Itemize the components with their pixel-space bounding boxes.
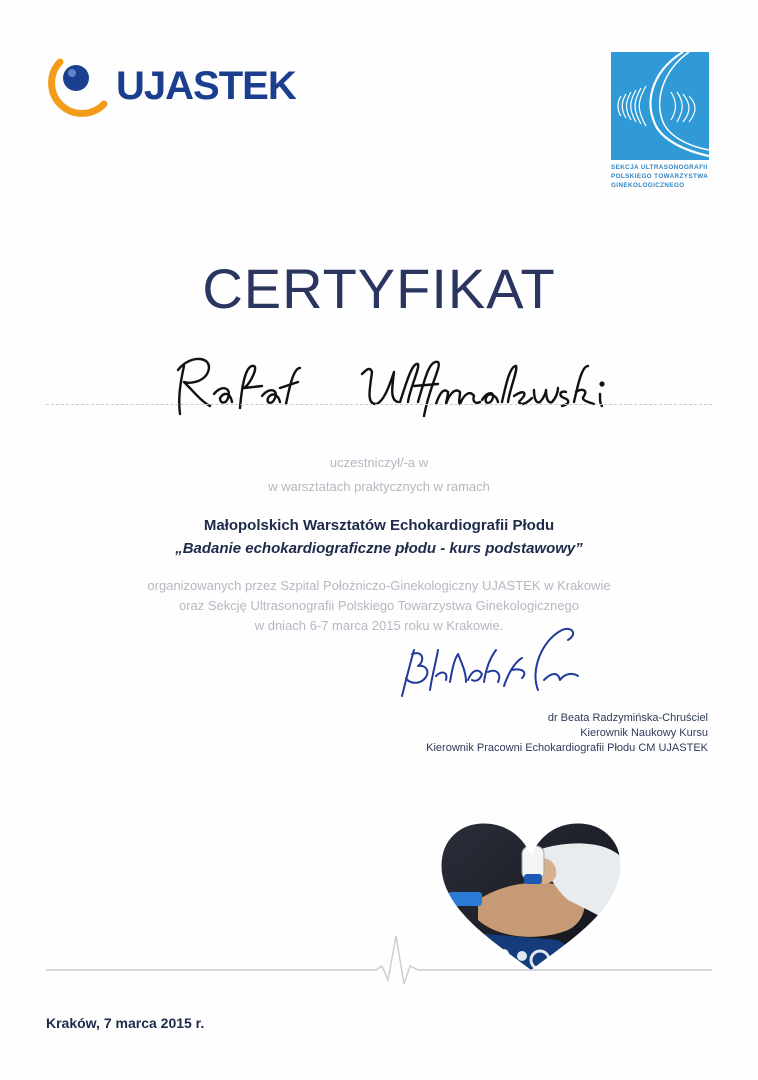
signatory-name: dr Beata Radzymińska-Chruściel: [547, 712, 708, 724]
section-caption-line: POLSKIEGO TOWARZYSTWA: [611, 173, 709, 180]
ultrasound-waves-icon: [611, 52, 709, 160]
signatory-signature: [392, 620, 592, 710]
participated-line-2: w warsztatach praktycznych w ramach: [268, 479, 490, 494]
signatory-role-2: Kierownik Pracowni Echokardiografii Płodu CM UJASTEK: [426, 742, 708, 754]
organizers-line-2: oraz Sekcję Ultrasonografii Polskiego Towarzystwa Ginekologicznego: [178, 598, 580, 613]
participated-line-1: uczestniczył/-a w: [329, 455, 429, 470]
recipient-name-handwriting: [170, 344, 630, 424]
ujastek-logo-mark-icon: [46, 54, 110, 122]
ekg-line: [46, 930, 712, 990]
course-name: „Badanie echokardiograficzne płodu - kurs podstawowy”: [175, 540, 583, 557]
name-underline: [46, 404, 712, 405]
issue-date: Kraków, 7 marca 2015 r.: [46, 1015, 205, 1031]
section-caption-line: SEKCJA ULTRASONOGRAFII: [611, 164, 708, 171]
organizers-line-1: organizowanych przez Szpital Położniczo-Ginekologiczny UJASTEK w Krakowie: [147, 578, 611, 593]
certificate-title: CERTYFIKAT: [202, 257, 556, 320]
section-ultrasonography-logo: [611, 52, 711, 194]
organizers-line-3: w dniach 6-7 marca 2015 roku w Krakowie.: [254, 618, 504, 633]
section-logo-caption: [611, 163, 711, 190]
section-logo-box: [611, 52, 709, 160]
ujastek-logo: [46, 54, 306, 122]
section-caption-line: GINEKOLOGICZNEGO: [611, 182, 685, 189]
signatory-role-1: Kierownik Naukowy Kursu: [580, 727, 708, 739]
ujastek-logo-text: UJASTEK: [116, 64, 296, 108]
workshop-name: Małopolskich Warsztatów Echokardiografii Płodu: [203, 517, 555, 534]
